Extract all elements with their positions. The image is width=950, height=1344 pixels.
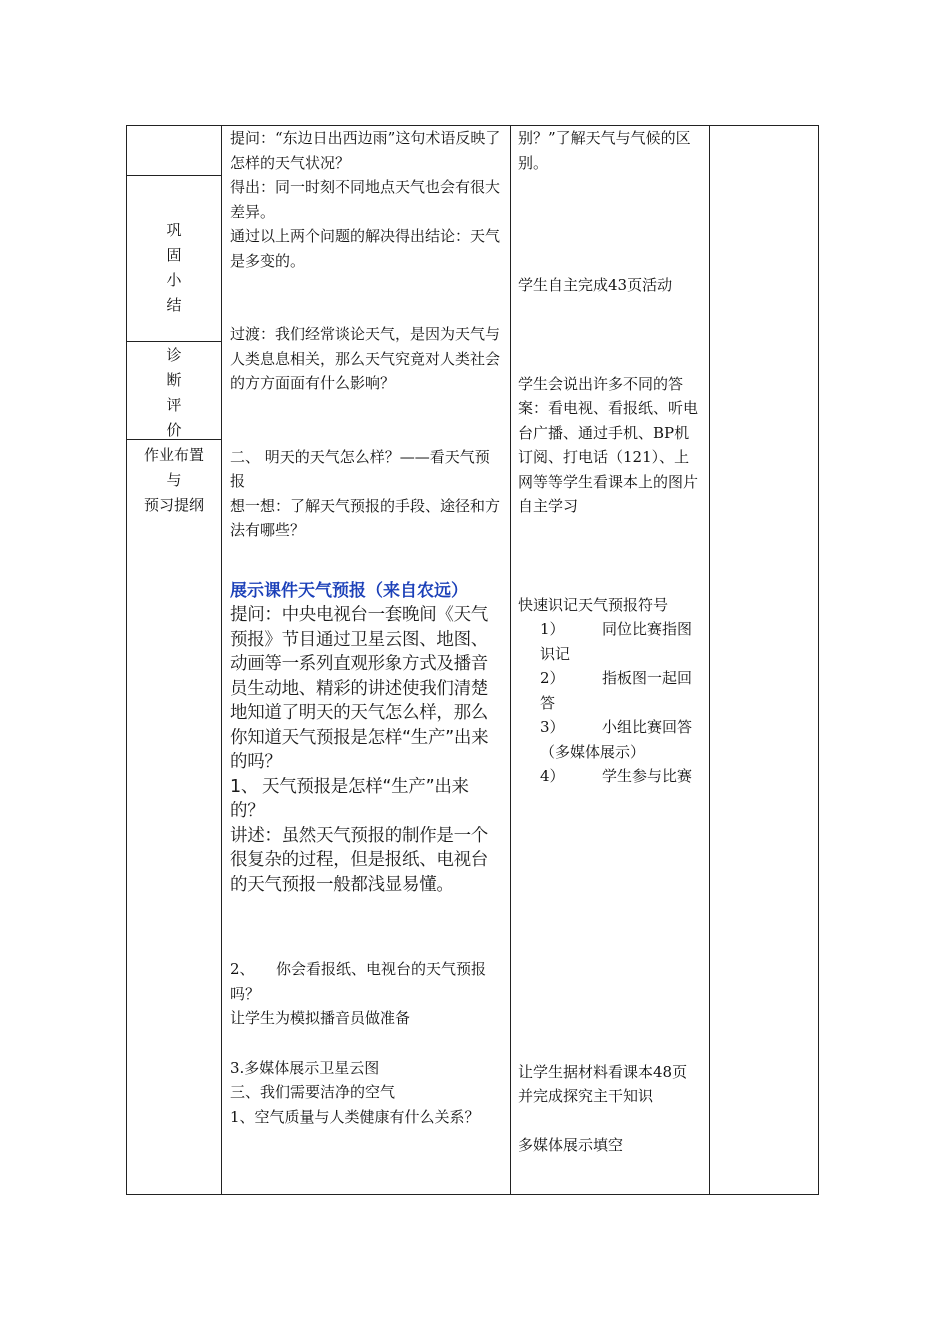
label-line: 作业布置 xyxy=(143,446,204,464)
item-text: 天气预报是怎样“生产”出来的？ xyxy=(230,776,469,821)
label-char: 固 xyxy=(166,246,182,264)
student-list xyxy=(518,617,700,789)
item-number: 1） xyxy=(540,620,565,638)
item-number: 2、 xyxy=(230,960,255,978)
teacher-transition: 过渡：我们经常谈论天气，是因为天气与人类息息相关，那么天气究竟对人类社会的方方面面有什么影响？ xyxy=(230,325,501,392)
row-divider xyxy=(126,175,222,176)
teacher-think: 想一想：了解天气预报的手段、途径和方法有哪些？ xyxy=(230,496,501,539)
student-list-item xyxy=(540,764,700,789)
item-text: 学生参与比赛 xyxy=(602,767,693,785)
item-number: 2） xyxy=(540,669,565,687)
teacher-question-1: 提问：“东边日出西边雨”这句术语反映了怎样的天气状况？ xyxy=(230,129,501,172)
label-char: 结 xyxy=(166,296,182,314)
item-text: 同位比赛指图识记 xyxy=(540,620,693,663)
courseware-title: 展示课件天气预报（来自农远） xyxy=(230,580,468,601)
teacher-satellite: 3.多媒体展示卫星云图 xyxy=(230,1058,380,1077)
item-text: 指板图一起回答 xyxy=(540,669,693,712)
teacher-column xyxy=(230,126,502,1129)
teacher-conclusion-1: 得出：同一时刻不同地点天气也会有很大差异。 xyxy=(230,178,501,221)
column-divider xyxy=(221,125,222,1195)
label-char: 诊 xyxy=(166,346,182,364)
section-three-heading: 三、我们需要洁净的空气 xyxy=(230,1083,396,1101)
label-diagnose xyxy=(127,343,221,443)
section-two-heading: 二、 明天的天气怎么样？——看天气预报 xyxy=(230,447,490,490)
label-char: 小 xyxy=(166,271,182,289)
item-number: 1、 xyxy=(230,776,259,797)
label-consolidate xyxy=(127,218,221,318)
student-list-item xyxy=(540,617,700,666)
item-text: 小组比赛回答（多媒体展示） xyxy=(540,718,693,761)
teacher-question-2: 提问：中央电视台一套晚间《天气预报》节目通过卫星云图、地图、动画等一系列直观形象方式及播音员生动地、精彩的讲述使我们清楚地知道了明天的天气怎么样，那么你知道天气预报是怎样“生产”出来的吗？ xyxy=(230,605,489,772)
label-char: 巩 xyxy=(166,221,182,239)
label-char: 评 xyxy=(166,396,182,414)
teacher-conclusion-2: 通过以上两个问题的解决得出结论：天气是多变的。 xyxy=(230,227,501,270)
teacher-prepare: 让学生为模拟播音员做准备 xyxy=(230,1009,411,1027)
label-homework xyxy=(127,443,221,518)
label-line: 与 xyxy=(166,471,182,489)
label-char: 断 xyxy=(166,371,182,389)
item-number: 3） xyxy=(540,718,565,736)
student-fill-blank: 多媒体展示填空 xyxy=(518,1135,624,1154)
item-text: 你会看报纸、电视台的天气预报吗？ xyxy=(230,960,487,1003)
teacher-item-2 xyxy=(230,957,502,1006)
label-char: 价 xyxy=(166,421,182,439)
student-list-item xyxy=(540,715,700,764)
teacher-rough-block xyxy=(230,603,502,897)
teacher-explain: 讲述：虽然天气预报的制作是一个很复杂的过程，但是报纸、电视台的天气预报一般都浅显易懂。 xyxy=(230,825,488,895)
column-divider xyxy=(709,125,710,1195)
student-symbols: 快速识记天气预报符号 xyxy=(518,595,669,614)
student-text-1: 别？”了解天气与气候的区别。 xyxy=(518,129,691,172)
student-activity-43: 学生自主完成43页活动 xyxy=(518,276,673,294)
item-number: 4） xyxy=(540,767,565,785)
label-line: 预习提纲 xyxy=(143,496,204,514)
student-textbook-48: 让学生据材料看课本48页并完成探究主干知识 xyxy=(518,1062,688,1105)
teacher-question-3: 1、空气质量与人类健康有什么关系？ xyxy=(230,1107,480,1126)
teacher-item-1 xyxy=(230,775,502,824)
student-answers: 学生会说出许多不同的答案：看电视、看报纸、听电台广播、通过手机、BP机订阅、打电话（121）、上网等等学生看课本上的图片自主学习 xyxy=(518,374,699,515)
student-column xyxy=(518,126,700,1157)
column-divider xyxy=(510,125,511,1195)
student-list-item xyxy=(540,666,700,715)
row-divider xyxy=(126,341,222,342)
